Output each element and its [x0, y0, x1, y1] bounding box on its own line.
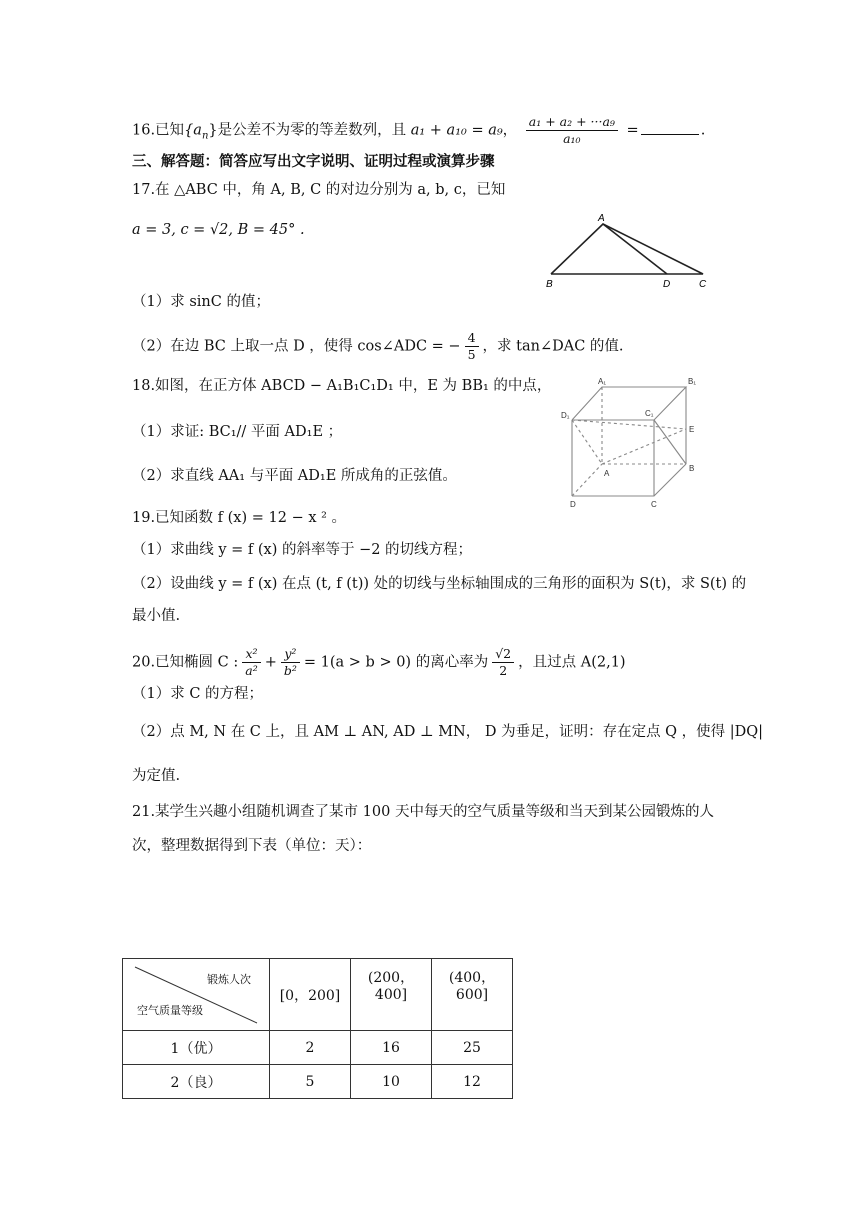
table-header-cell: (200，400]	[351, 959, 432, 1031]
q17-line1: 17.在 △ABC 中，角 A, B, C 的对边分别为 a, b, c，已知	[132, 182, 506, 198]
table-header-cell: (400，600]	[432, 959, 513, 1031]
q17-label-a: A	[598, 213, 605, 224]
q16-comma: ，	[502, 122, 518, 139]
q16-equals: =	[626, 122, 639, 139]
table-cell: 16	[351, 1031, 432, 1065]
q21-table	[122, 958, 513, 1099]
q17-label-c: C	[699, 279, 707, 290]
table-cell: 25	[432, 1031, 513, 1065]
q20-eccentricity	[492, 646, 514, 679]
table-row	[123, 1031, 513, 1065]
q20-frac-x	[242, 646, 260, 679]
table-corner-top: 锻炼人次	[207, 973, 251, 986]
q17-part2-fraction	[465, 330, 479, 363]
table-header-row	[123, 959, 513, 1031]
q18-top-face	[572, 387, 686, 420]
table-cell: 12	[432, 1065, 513, 1099]
q17-label-b: B	[546, 279, 553, 290]
q17-part2-b: ，求 tan∠DAC 的值.	[482, 338, 624, 355]
section3-heading: 三、解答题：简答应写出文字说明、证明过程或演算步骤	[132, 153, 495, 170]
q21-line2: 次，整理数据得到下表（单位：天）：	[132, 838, 372, 854]
q18-diag-c1b	[654, 420, 686, 464]
q17-label-d: D	[663, 279, 671, 290]
q18-label-a: A	[604, 469, 610, 478]
q21-line1: 21.某学生兴趣小组随机调查了某市 100 天中每天的空气质量等级和当天到某公园锻炼的人	[132, 804, 714, 820]
q20-frac-y	[281, 646, 300, 679]
q20-frac-y-num: y²	[281, 646, 300, 663]
q18-hidden-d1e	[572, 420, 686, 429]
q16-frac-num: a₁ + a₂ + ···a₉	[526, 114, 618, 131]
q16-text1: 是公差不为零的等差数列，且	[217, 122, 407, 139]
table-cell: 10	[351, 1065, 432, 1099]
q16-end: .	[700, 122, 706, 139]
table-corner-diagonal	[123, 959, 269, 1031]
q18-hidden-d1a	[572, 420, 602, 464]
q16-equation: a₁ + a₁₀ = a₉	[410, 122, 503, 139]
q19-part1: （1）求曲线 y = f (x) 的斜率等于 −2 的切线方程；	[132, 542, 473, 558]
q20-frac-y-den: b²	[283, 663, 297, 678]
q16-seq-sub: n	[201, 130, 209, 142]
q17-part1: （1）求 sinC 的值；	[132, 294, 270, 310]
q20-condition: = 1(a > b > 0) 的离心率为	[303, 654, 489, 671]
q18-label-c: C	[651, 500, 657, 509]
table-row-label: 2（良）	[123, 1065, 270, 1099]
q17-part2-num: 4	[465, 330, 479, 347]
table-corner-bottom: 空气质量等级	[137, 1004, 203, 1017]
q20-e-den: 2	[499, 663, 508, 678]
q18-label-b1: B₁	[688, 377, 697, 386]
q17-triangle-lines	[551, 224, 703, 274]
q20-part1: （1）求 C 的方程；	[132, 686, 264, 702]
q18-bottom-edges	[572, 464, 686, 496]
q20-line1	[132, 646, 626, 679]
q20-frac-x-num: x²	[242, 646, 260, 663]
q20-plus: +	[264, 654, 277, 671]
q16-seq: {a	[184, 122, 202, 139]
q18-label-d: D	[570, 500, 576, 509]
table-row-label: 1（优）	[123, 1031, 270, 1065]
q16-fraction	[526, 114, 618, 147]
q16-answer-blank	[641, 120, 699, 135]
q18-part1: （1）求证: BC₁// 平面 AD₁E ；	[132, 424, 343, 440]
q20-prefix: 20.已知椭圆 C :	[132, 654, 239, 671]
q18-cube-figure	[558, 376, 708, 516]
q20-part2: （2）点 M, N 在 C 上，且 AM ⊥ AN, AD ⊥ MN， D 为垂足，证明：存在定点 Q ，使得 |DQ|	[132, 724, 764, 740]
table-corner-cell	[123, 959, 270, 1031]
table-row	[123, 1065, 513, 1099]
q17-part2-den: 5	[467, 347, 476, 362]
q19-part2: （2）设曲线 y = f (x) 在点 (t, f (t)) 处的切线与坐标轴围成的三角形的面积为 S(t)，求 S(t) 的	[132, 576, 747, 592]
table-header-cell: [0，200]	[270, 959, 351, 1031]
q16-line	[132, 114, 705, 147]
q17-segment-ad	[603, 224, 667, 274]
q18-label-a1: A₁	[598, 377, 607, 386]
q16-prefix: 16.已知	[132, 122, 185, 139]
q17-part2	[132, 330, 624, 363]
q18-label-b: B	[689, 464, 695, 473]
q16-frac-den: a₁₀	[563, 131, 581, 146]
q18-part2: （2）求直线 AA₁ 与平面 AD₁E 所成角的正弦值。	[132, 468, 457, 484]
q18-label-d1: D₁	[561, 411, 570, 420]
q16-seq-close: }	[208, 122, 218, 139]
q19-line1: 19.已知函数 f (x) = 12 − x ² 。	[132, 510, 347, 526]
q17-part2-a: （2）在边 BC 上取一点 D ，使得 cos∠ADC = −	[132, 338, 461, 355]
q17-line2: a = 3, c = √2, B = 45° .	[132, 222, 305, 238]
table-cell: 2	[270, 1031, 351, 1065]
q18-hidden-da	[572, 464, 602, 496]
q19-part2-cont: 最小值.	[132, 608, 181, 624]
q20-e-num: √2	[492, 646, 514, 663]
q20-point: ，且过点 A(2,1)	[518, 654, 626, 671]
q20-part2-cont: 为定值.	[132, 768, 181, 784]
q18-label-e: E	[689, 425, 695, 434]
table-cell: 5	[270, 1065, 351, 1099]
q20-frac-x-den: a²	[245, 663, 258, 678]
q18-label-c1: C₁	[645, 409, 654, 418]
q18-line1: 18.如图，在正方体 ABCD − A₁B₁C₁D₁ 中，E 为 BB₁ 的中点，	[132, 378, 552, 394]
q17-triangle-figure	[540, 212, 710, 292]
